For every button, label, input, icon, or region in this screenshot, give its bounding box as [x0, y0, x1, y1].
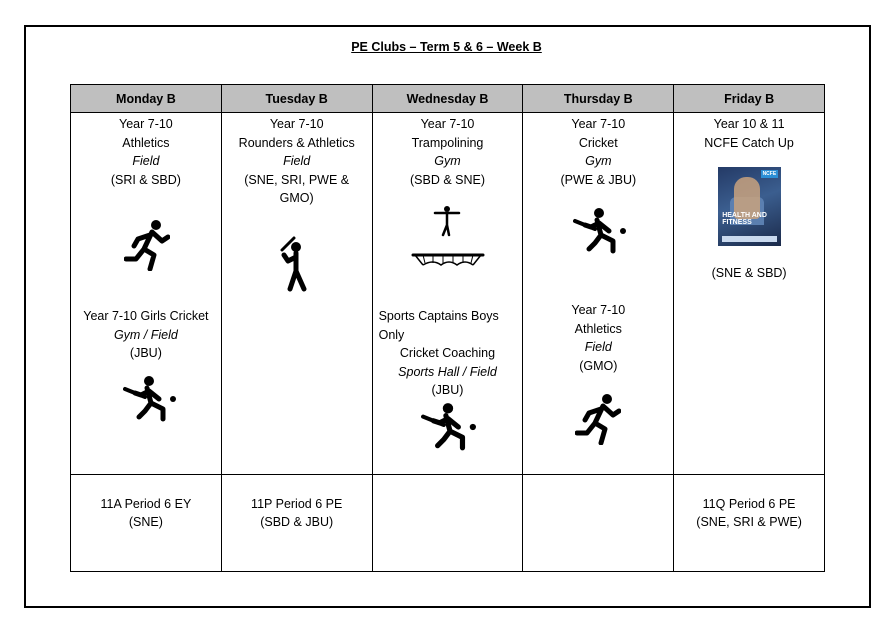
wednesday-period6-cell — [372, 475, 523, 572]
tuesday-period6-cell: 11P Period 6 PE (SBD & JBU) — [221, 475, 372, 572]
running-person-icon — [124, 219, 170, 271]
page-title: PE Clubs – Term 5 & 6 – Week B — [351, 40, 542, 54]
monday-period6-cell: 11A Period 6 EY (SNE) — [71, 475, 222, 572]
monday-girls-cricket-club: Year 7-10 Girls Cricket Gym / Field (JBU) — [83, 309, 209, 360]
cricket-batsman-icon — [123, 375, 177, 423]
thursday-athletics-club: Year 7-10 Athletics Field (GMO) — [571, 303, 626, 373]
cricket-batsman-icon — [573, 207, 627, 255]
monday-athletics-club: Year 7-10 Athletics Field (SRI & SBD) — [110, 117, 181, 187]
friday-clubs-cell — [674, 113, 825, 475]
running-person-icon — [575, 393, 621, 445]
tuesday-rounders-club: Year 7-10 Rounders & Athletics Field (SNE, SRI, PWE & GMO) — [238, 117, 355, 205]
day-header-thursday: Thursday B — [523, 85, 674, 113]
wednesday-sports-captains-club: Sports Captains Boys Only — [378, 309, 499, 342]
cricket-batsman-icon — [421, 402, 477, 452]
day-header-tuesday: Tuesday B — [221, 85, 372, 113]
friday-ncfe-club: Year 10 & 11 NCFE Catch Up — [704, 117, 794, 150]
thursday-cricket-club: Year 7-10 Cricket Gym (PWE & JBU) — [560, 117, 637, 187]
day-header-monday: Monday B — [71, 85, 222, 113]
wednesday-cricket-coaching: Cricket Coaching Sports Hall / Field (JBU) — [398, 346, 497, 397]
tuesday-clubs-cell — [221, 113, 372, 475]
friday-period6-cell: 11Q Period 6 PE (SNE, SRI & PWE) — [674, 475, 825, 572]
wednesday-trampolining-club: Year 7-10 Trampolining Gym (SBD & SNE) — [409, 117, 485, 187]
monday-clubs-cell — [71, 113, 222, 475]
thursday-clubs-cell — [523, 113, 674, 475]
header-row — [71, 85, 825, 113]
thursday-period6-cell — [523, 475, 674, 572]
clubs-row — [71, 113, 825, 475]
rounders-batter-icon — [278, 235, 314, 293]
period6-row — [71, 475, 825, 572]
ncfe-book-cover-image: NCFE HEALTH AND FITNESS — [718, 167, 781, 246]
clubs-timetable — [70, 84, 825, 572]
friday-ncfe-staff: (SNE & SBD) — [711, 266, 787, 280]
day-header-wednesday: Wednesday B — [372, 85, 523, 113]
wednesday-clubs-cell — [372, 113, 523, 475]
trampoline-icon — [411, 205, 485, 267]
day-header-friday: Friday B — [674, 85, 825, 113]
